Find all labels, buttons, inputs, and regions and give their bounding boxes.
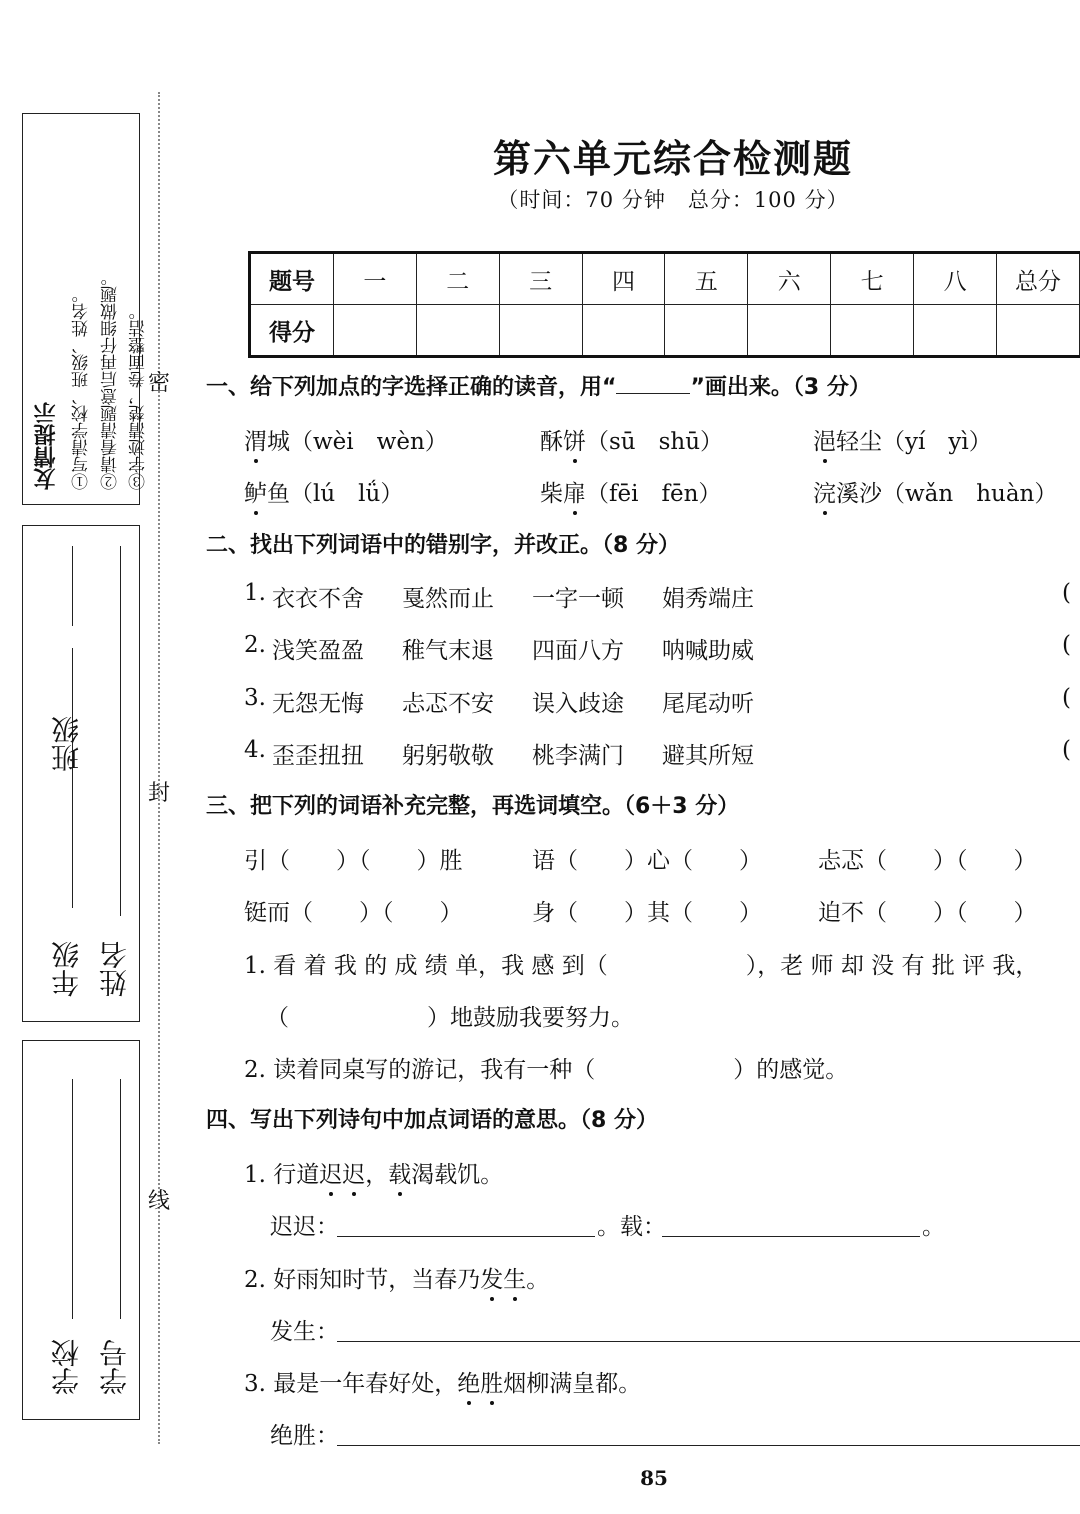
page-number: 85 (640, 1466, 668, 1490)
dotted-char: 鲈 (244, 475, 267, 508)
score-table-header-row (250, 253, 1080, 305)
answer-paren[interactable]: ( (1062, 737, 1071, 763)
fill-question-1b[interactable]: （ ）地鼓励我要努力。 (266, 1005, 634, 1031)
answer-line-juesheng[interactable] (337, 1445, 1080, 1446)
poem-line-3: 3. 最是一年春好处，绝胜烟柳满皇都。 (244, 1365, 641, 1398)
dotted-char: 发 (480, 1261, 503, 1294)
dotted-char: 渭 (244, 423, 267, 456)
tip-1: ①写清学校、班级、姓名。 (72, 286, 92, 490)
score-header-cell: 八 (914, 253, 997, 305)
score-cell[interactable] (416, 305, 499, 357)
pinyin-item: 柴扉（fēi fēn） (540, 475, 721, 508)
score-cell[interactable] (333, 305, 416, 357)
dotted-char: 胜 (480, 1365, 503, 1398)
score-header-cell: 二 (416, 253, 499, 305)
seal-char-mi: 密 (148, 371, 171, 396)
score-table (248, 251, 1080, 358)
section3-heading: 三、把下列的词语补充完整，再选词填空。（6＋3 分） (206, 794, 740, 819)
fill-question-1a[interactable]: 1. 看 着 我 的 成 绩 单，我 感 到（ ），老 师 却 没 有 批 评 我， (244, 953, 1039, 979)
dotted-char: 载 (388, 1156, 411, 1189)
pinyin-item: 浣溪沙（wǎn huàn） (813, 475, 1057, 508)
poem-line-1: 1. 行道迟迟，载渴载饥。 (244, 1156, 503, 1189)
school-number-box (22, 1040, 140, 1420)
score-row-label: 得分 (250, 305, 334, 357)
score-header-cell: 三 (499, 253, 582, 305)
dotted-char: 生 (503, 1261, 526, 1294)
score-cell[interactable] (997, 305, 1080, 357)
grade-class-box (22, 525, 140, 1022)
score-cell[interactable] (582, 305, 665, 357)
section4-heading: 四、写出下列诗句中加点词语的意思。（8 分） (206, 1108, 658, 1133)
section1-heading (206, 370, 871, 401)
answer-end: 。 (922, 1214, 945, 1240)
idiom-fill[interactable]: 铤而（ ）（ ） (244, 900, 463, 926)
binding-dotted-line (158, 92, 160, 1444)
score-cell[interactable] (665, 305, 748, 357)
score-cell[interactable] (914, 305, 997, 357)
answer-line-fasheng[interactable] (337, 1341, 1080, 1342)
section1-heading-blank (616, 393, 690, 394)
class-line (72, 546, 73, 626)
section1-heading-b: ”画出来。（3 分） (690, 375, 871, 400)
score-header-cell: 一 (333, 253, 416, 305)
dotted-char: 扉 (563, 475, 586, 508)
answer-label-zai: 。载： (597, 1214, 666, 1240)
answer-label-chichi: 迟迟： (270, 1214, 339, 1240)
seal-char-xian: 线 (148, 1189, 171, 1214)
grade-line (72, 648, 73, 908)
pinyin-item: 酥饼（sū shū） (540, 423, 723, 456)
grade-label: 年级 (50, 941, 83, 997)
idiom-fill[interactable]: 引（ ）（ ）胜 (244, 848, 463, 874)
dotted-char: 迟 (319, 1156, 342, 1189)
pinyin-item: 渭城（wèi wèn） (244, 423, 448, 456)
answer-paren[interactable]: ( (1062, 632, 1071, 658)
idiom-fill[interactable]: 身（ ）其（ ） (532, 900, 762, 926)
class-label: 班级 (50, 716, 83, 772)
page-title: 第六单元综合检测题 (492, 136, 853, 181)
score-cell[interactable] (499, 305, 582, 357)
score-table-score-row (250, 305, 1080, 357)
poem-line-2: 2. 好雨知时节，当春乃发生。 (244, 1261, 549, 1294)
section1-heading-a: 一、给下列加点的字选择正确的读音，用“ (206, 375, 617, 400)
school-label: 学校 (50, 1339, 83, 1395)
score-header-cell: 题号 (250, 253, 334, 305)
tip-3: ③字迹清楚，卷面整洁。 (129, 303, 149, 490)
pinyin-item: 鲈鱼（lú lǘ） (244, 475, 403, 508)
page-subtitle: （时间：70 分钟 总分：100 分） (497, 188, 849, 212)
score-header-cell: 总分 (997, 253, 1080, 305)
section2-heading: 二、找出下列词语中的错别字，并改正。（8 分） (206, 533, 680, 558)
score-header-cell: 五 (665, 253, 748, 305)
number-line (120, 1079, 121, 1319)
number-label: 学号 (98, 1339, 131, 1395)
idiom-fill[interactable]: 语（ ）心（ ） (532, 848, 762, 874)
answer-label-juesheng: 绝胜： (270, 1423, 339, 1449)
dotted-char: 绝 (457, 1365, 480, 1398)
score-cell[interactable] (748, 305, 831, 357)
dotted-char: 浥 (813, 423, 836, 456)
seal-char-feng: 封 (148, 781, 171, 806)
answer-line-zai[interactable] (662, 1236, 920, 1237)
name-label: 姓名 (98, 941, 131, 997)
dotted-char: 饼 (563, 423, 586, 456)
tips-heading: 友情提示 (34, 402, 59, 490)
answer-paren[interactable]: ( (1062, 580, 1071, 606)
fill-question-2[interactable]: 2. 读着同桌写的游记，我有一种（ ）的感觉。 (244, 1057, 849, 1083)
idiom-fill[interactable]: 忐忑（ ）（ ） (818, 848, 1037, 874)
name-line (120, 546, 121, 916)
answer-line-chichi[interactable] (337, 1236, 595, 1237)
answer-paren[interactable]: ( (1062, 685, 1071, 711)
score-header-cell: 四 (582, 253, 665, 305)
dotted-char: 迟 (342, 1156, 365, 1189)
school-line (72, 1079, 73, 1319)
score-cell[interactable] (831, 305, 914, 357)
idiom-fill[interactable]: 迫不（ ）（ ） (818, 900, 1037, 926)
pinyin-item: 浥轻尘（yí yì） (813, 423, 992, 456)
score-header-cell: 七 (831, 253, 914, 305)
score-header-cell: 六 (748, 253, 831, 305)
answer-label-fasheng: 发生： (270, 1319, 339, 1345)
tip-2: ②请看清题意后再仔细做题。 (101, 269, 121, 490)
dotted-char: 浣 (813, 475, 836, 508)
